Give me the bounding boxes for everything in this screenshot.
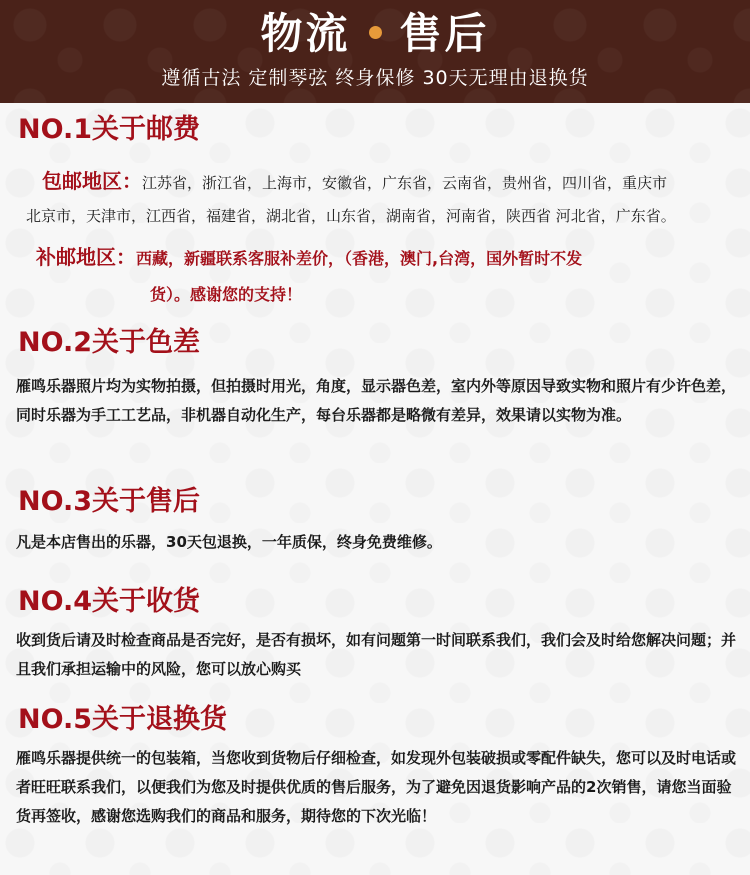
- returns-text: 雁鸣乐器提供统一的包装箱，当您收到货物后仔细检查，如发现外包装破损或零配件缺失，您可以及时电话或者旺旺联系我们，以便我们为您及时提供优质的售后服务，为了避免因退货影响产品的2次销售，请您当面验货再签收，感谢您选购我们的商品和服务，期待您的下次光临！: [16, 749, 737, 825]
- color-difference-text: 雁鸣乐器照片均为实物拍摄，但拍摄时用光，角度，显示器色差，室内外等原因导致实物和照片有少许色差，同时乐器为手工工艺品，非机器自动化生产，每台乐器都是略微有差异，效果请以实物为准。: [16, 377, 737, 424]
- title-after-sales: 售后: [399, 9, 490, 58]
- extra-shipping-label: 补邮地区：: [36, 245, 136, 269]
- section-title-receiving: NO.4关于收货: [18, 586, 200, 617]
- receiving-text: 收到货后请及时检查商品是否完好，是否有损坏，如有问题第一时间联系我们，我们会及时给您解决问题；并且我们承担运输中的风险，您可以放心购买: [16, 631, 737, 678]
- section-title-shipping: NO.1关于邮费: [18, 114, 200, 145]
- section-title-returns: NO.5关于退换货: [18, 704, 227, 735]
- free-shipping-row: [42, 166, 667, 198]
- section-title-color: NO.2关于色差: [18, 327, 200, 358]
- free-shipping-label: 包邮地区：: [42, 169, 142, 193]
- extra-shipping-text-1: 西藏，新疆联系客服补差价，（香港，澳门,台湾，国外暂时不发: [136, 249, 583, 268]
- section-title-after-sales: NO.3关于售后: [18, 486, 200, 517]
- after-sales-text: 凡是本店售出的乐器，30天包退换，一年质保，终身免费维修。: [16, 533, 442, 551]
- free-shipping-regions-2: 北京市，天津市，江西省，福建省，湖北省，山东省，湖南省，河南省，陕西省 河北省，广东省。: [26, 207, 676, 225]
- title-logistics: 物流: [260, 9, 351, 58]
- free-shipping-regions-1: 江苏省，浙江省，上海市，安徽省，广东省，云南省，贵州省，四川省，重庆市: [142, 174, 668, 192]
- extra-shipping-row: [36, 241, 582, 275]
- header-subtitle: 遵循古法 定制琴弦 终身保修 30天无理由退换货: [161, 67, 589, 89]
- extra-shipping-text-2: 货）。感谢您的支持！: [150, 285, 303, 304]
